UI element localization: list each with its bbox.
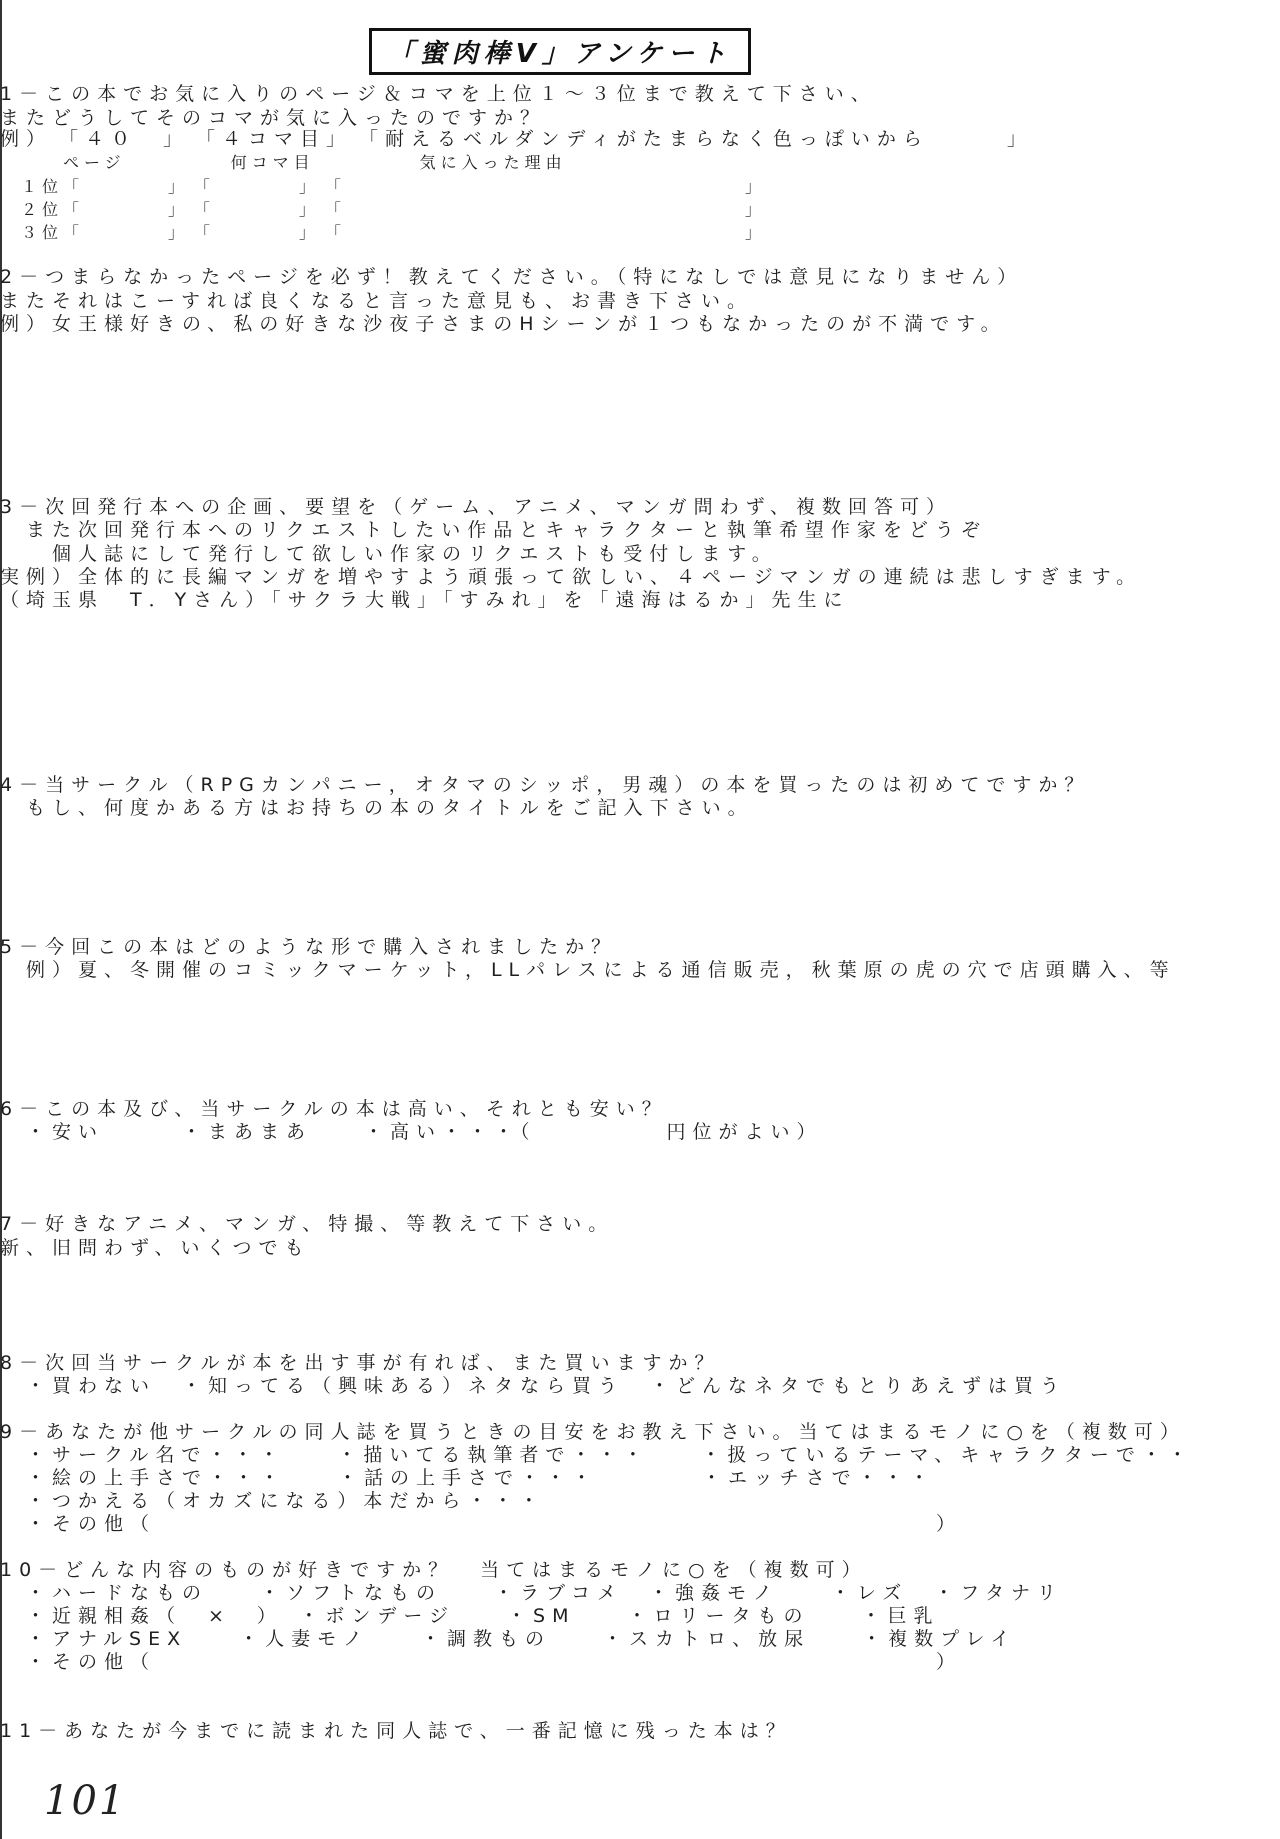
- q11-line-1: 11－あなたが今までに読まれた同人誌で、一番記憶に残った本は？: [0, 1720, 792, 1742]
- q5-example: 例）夏、冬開催のコミックマーケット，LLパレスによる通信販売，秋葉原の虎の穴で店頭購入、等: [0, 959, 1176, 981]
- q7-line-1: 7－好きなアニメ、マンガ、特撮、等教えて下さい。: [0, 1213, 615, 1235]
- q2-example: 例）女王様好きの、私の好きな沙夜子さまのHシーンが１つもなかったのが不満です。: [0, 313, 1007, 335]
- q7-line-2: 新、旧問わず、いくつでも: [0, 1237, 311, 1259]
- q3-example-2: （埼玉県 T．Yさん）「サクラ大戦」「すみれ」を「遠海はるか」先生に: [0, 589, 850, 611]
- q10-options-3: ・アナルSEX ・人妻モノ ・調教もの ・スカトロ、放尿 ・複数プレイ: [0, 1628, 1017, 1650]
- q9-options-other: ・その他（ ）: [0, 1513, 963, 1535]
- page-title: 「蜜肉棒V」アンケート: [369, 28, 752, 75]
- q1-rank-1: １位「 」 「 」 「 」: [0, 177, 767, 196]
- q4-line-1: 4－当サークル（RPGカンパニー，オタマのシッポ，男魂）の本を買ったのは初めてですか？: [0, 774, 1091, 796]
- q1-rank-2: ２位「 」 「 」 「 」: [0, 200, 767, 219]
- q10-line-1: 10－どんな内容のものが好きですか？ 当てはまるモノに○を（複数可）: [0, 1559, 868, 1581]
- title-area: [0, 28, 1280, 75]
- q3-line-2: また次回発行本へのリクエストしたい作品とキャラクターと執筆希望作家をどうぞ: [0, 519, 987, 541]
- q1-rank-3: ３位「 」 「 」 「 」: [0, 223, 767, 242]
- q5-line-1: 5－今回この本はどのような形で購入されましたか？: [0, 936, 618, 958]
- q9-line-1: 9－あなたが他サークルの同人誌を買うときの目安をお教え下さい。当てはまるモノに○を（複数可）: [0, 1421, 1186, 1443]
- q1-line-2: またどうしてそのコマが気に入ったのですか？: [0, 107, 547, 129]
- page-number: 101: [44, 1778, 127, 1824]
- q1-example-captions: ページ 何コマ目 気に入った理由: [0, 153, 567, 172]
- q10-options-other: ・その他（ ）: [0, 1651, 963, 1673]
- q10-options-1: ・ハードなもの ・ソフトなもの ・ラブコメ ・強姦モノ ・レズ ・フタナリ: [0, 1582, 1063, 1604]
- q1-line-1: 1－この本でお気に入りのページ＆コマを上位１～３位まで教えて下さい、: [0, 83, 877, 105]
- q10-options-2: ・近親相姦（ × ） ・ボンデージ ・SM ・ロリータもの ・巨乳: [0, 1605, 940, 1627]
- q8-options: ・買わない ・知ってる（興味ある）ネタなら買う ・どんなネタでもとりあえずは買う: [0, 1375, 1067, 1397]
- q6-line-1: 6－この本及び、当サークルの本は高い、それとも安い？: [0, 1098, 668, 1120]
- q2-line-2: またそれはこーすれば良くなると言った意見も、お書き下さい。: [0, 290, 754, 312]
- q3-line-1: 3－次回発行本への企画、要望を（ゲーム、アニメ、マンガ問わず、複数回答可）: [0, 496, 953, 518]
- q3-line-3: 個人誌にして発行して欲しい作家のリクエストも受付します。: [0, 543, 778, 565]
- q8-line-1: 8－次回当サークルが本を出す事が有れば、また買いますか？: [0, 1352, 721, 1374]
- q9-options-3: ・つかえる（オカズになる）本だから・・・: [0, 1490, 546, 1512]
- q4-line-2: もし、何度かある方はお持ちの本のタイトルをご記入下さい。: [0, 797, 754, 819]
- q3-example: 実例）全体的に長編マンガを増やすよう頑張って欲しい、４ページマンガの連続は悲しすぎます。: [0, 566, 1143, 588]
- q2-line-1: 2－つまらなかったページを必ず！教えてください。（特になしでは意見になりません）: [0, 266, 1024, 288]
- q9-options-2: ・絵の上手さで・・・ ・話の上手さで・・・ ・エッチさで・・・: [0, 1467, 936, 1489]
- q9-options-1: ・サークル名で・・・ ・描いてる執筆者で・・・ ・扱っているテーマ、キャラクターで・・: [0, 1444, 1194, 1466]
- q1-example: 例） 「４０ 」 「４コマ目」 「耐えるベルダンディがたまらなく色っぽいから 」: [0, 128, 1033, 150]
- q6-options: ・安い ・まあまあ ・高い・・・（ 円位がよい）: [0, 1121, 823, 1143]
